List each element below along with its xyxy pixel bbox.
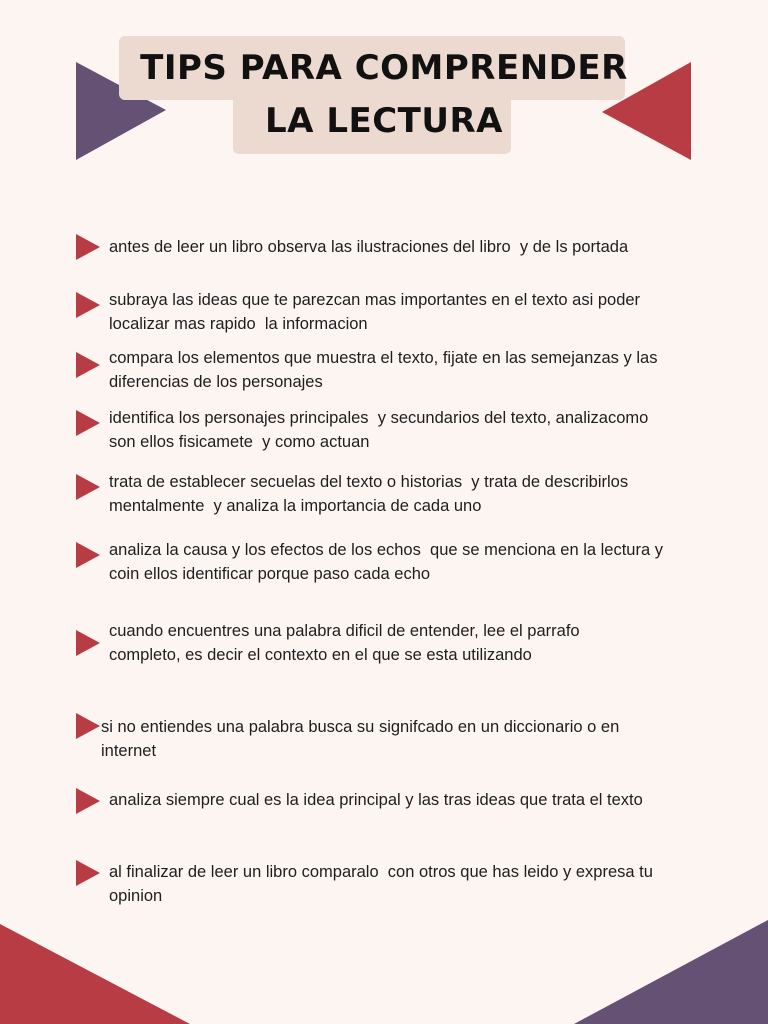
triangle-bullet-icon	[76, 860, 100, 886]
triangle-bullet-icon	[76, 474, 100, 500]
red-triangle-bottom-left-icon	[0, 924, 200, 1024]
tip-text: trata de establecer secuelas del texto o historias y trata de describirlos mentalmente y analiza la importancia de cada uno	[109, 473, 629, 515]
page-title-line-1: TIPS PARA COMPRENDER	[140, 48, 628, 88]
triangle-bullet-icon	[76, 630, 100, 656]
triangle-bullet-icon	[76, 292, 100, 318]
tip-text: al finalizar de leer un libro comparalo con otros que has leido y expresa tu opinion	[109, 863, 653, 905]
triangle-bullet-icon	[76, 542, 100, 568]
triangle-bullet-icon	[76, 234, 100, 260]
page-title-line-2: LA LECTURA	[265, 101, 503, 141]
tip-text: analiza la causa y los efectos de los echos que se menciona en la lectura y coin ellos identificar porque paso cada echo	[109, 541, 663, 583]
tip-text: identifica los personajes principales y secundarios del texto, analizacomo son ellos fisicamete y como actuan	[109, 409, 649, 451]
triangle-bullet-icon	[76, 410, 100, 436]
tip-text: antes de leer un libro observa las ilustraciones del libro y de ls portada	[109, 238, 629, 256]
triangle-bullet-icon	[76, 713, 100, 739]
triangle-bullet-icon	[76, 352, 100, 378]
tip-text: subraya las ideas que te parezcan mas importantes en el texto asi poder localizar mas rapido la informacion	[109, 291, 641, 333]
triangle-bullet-icon	[76, 788, 100, 814]
tip-text: si no entiendes una palabra busca su signifcado en un diccionario o en internet	[101, 718, 620, 760]
tip-text: compara los elementos que muestra el texto, fijate en las semejanzas y las diferencias de los personajes	[109, 349, 658, 391]
tip-text: analiza siempre cual es la idea principal y las tras ideas que trata el texto	[109, 791, 643, 809]
tip-text: cuando encuentres una palabra dificil de entender, lee el parrafo completo, es decir el contexto en el que se esta utilizando	[109, 622, 580, 664]
purple-triangle-bottom-right-icon	[568, 920, 768, 1024]
